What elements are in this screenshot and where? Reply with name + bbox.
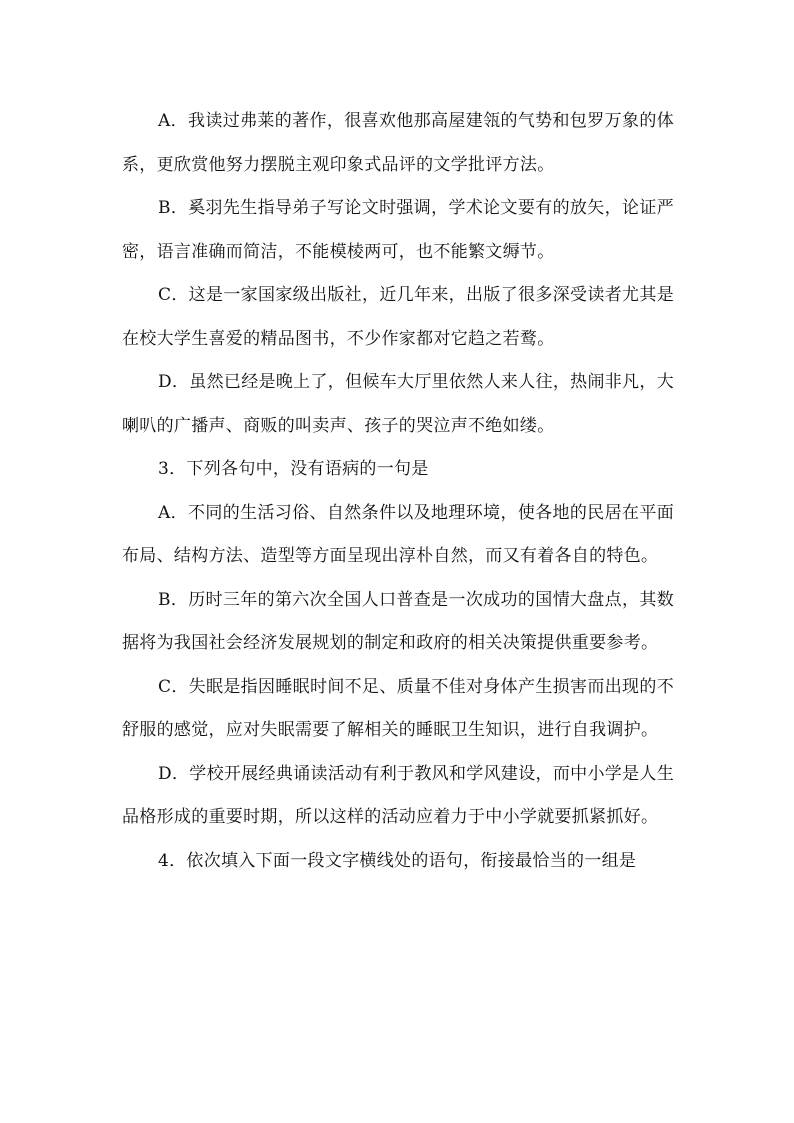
q3-option-a: A．不同的生活习俗、自然条件以及地理环境，使各地的民居在平面布局、结构方法、造型等方面呈现出淳朴自然，而又有着各自的特色。 — [122, 502, 674, 566]
q2-option-b: B．奚羽先生指导弟子写论文时强调，学术论文要有的放矢，论证严密，语言准确而简洁，不能模棱两可，也不能繁文缛节。 — [122, 198, 674, 262]
q2-option-a: A．我读过弗莱的著作，很喜欢他那高屋建瓴的气势和包罗万象的体系，更欣赏他努力摆脱主观印象式品评的文学批评方法。 — [122, 111, 674, 175]
document-body — [122, 100, 674, 883]
q2-option-c: C．这是一家国家级出版社，近几年来，出版了很多深受读者尤其是在校大学生喜爱的精品图书，不少作家都对它趋之若鹜。 — [122, 285, 674, 349]
q3-option-c: C．失眠是指因睡眠时间不足、质量不佳对身体产生损害而出现的不舒服的感觉，应对失眠需要了解相关的睡眠卫生知识，进行自我调护。 — [122, 676, 674, 740]
q3-option-b: B．历时三年的第六次全国人口普查是一次成功的国情大盘点，其数据将为我国社会经济发展规划的制定和政府的相关决策提供重要参考。 — [122, 589, 674, 653]
q4-stem: 4．依次填入下面一段文字横线处的语句，衔接最恰当的一组是 — [158, 850, 637, 871]
q3-stem: 3．下列各句中，没有语病的一句是 — [158, 459, 429, 479]
q3-option-d: D．学校开展经典诵读活动有利于教风和学风建设，而中小学是人生品格形成的重要时期，所以这样的活动应着力于中小学就要抓紧抓好。 — [122, 763, 674, 827]
q2-option-d: D．虽然已经是晚上了，但候车大厅里依然人来人往，热闹非凡，大喇叭的广播声、商贩的叫卖声、孩子的哭泣声不绝如缕。 — [122, 372, 674, 436]
